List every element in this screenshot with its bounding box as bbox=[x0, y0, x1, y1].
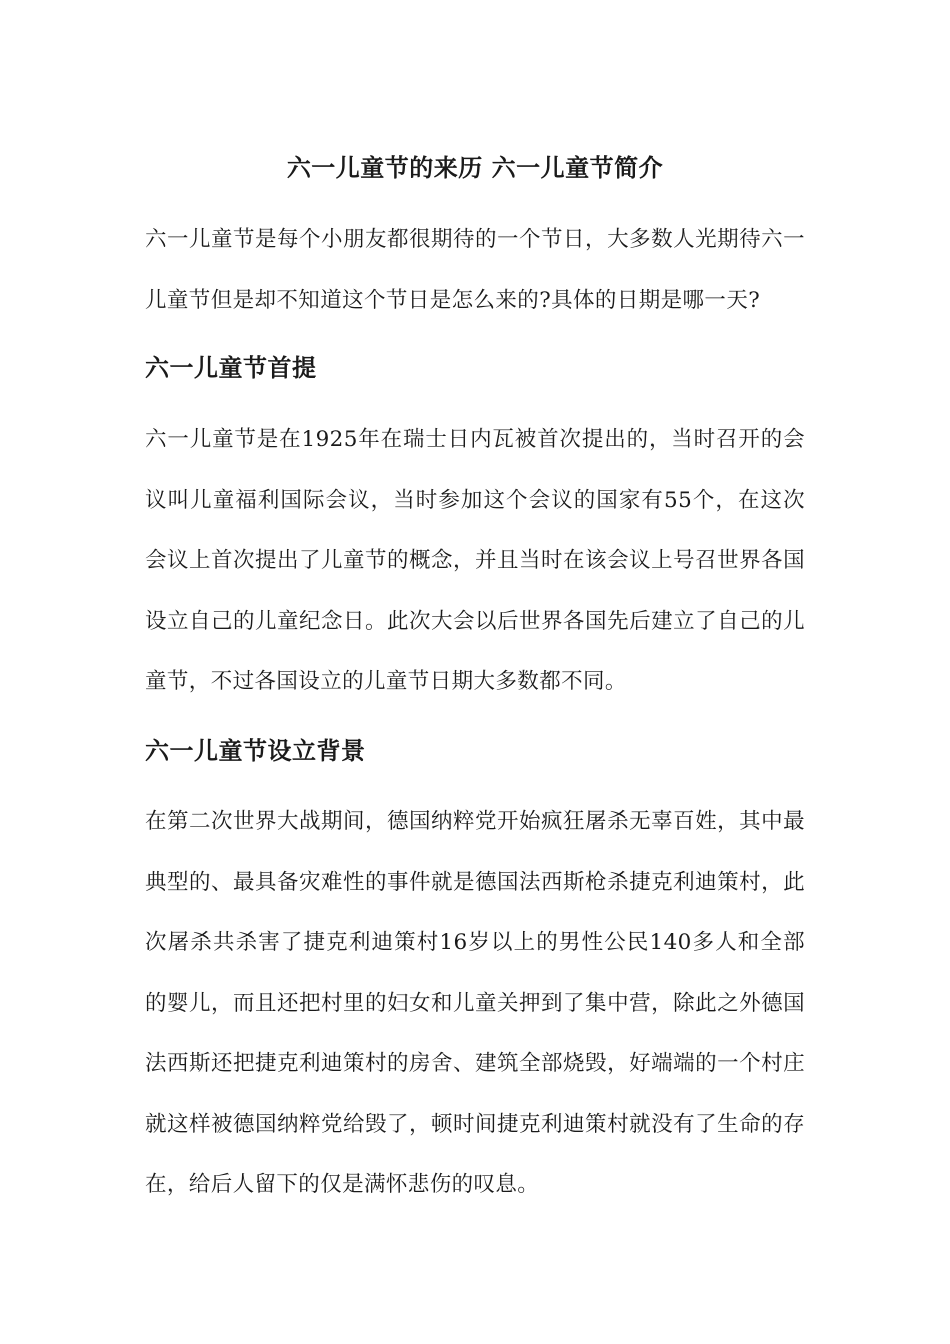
intro-paragraph: 六一儿童节是每个小朋友都很期待的一个节日，大多数人光期待六一儿童节但是却不知道这个节日是怎么来的?具体的日期是哪一天? bbox=[145, 227, 805, 313]
document-title: 六一儿童节的来历 六一儿童节简介 bbox=[286, 153, 664, 182]
section-heading-origin: 六一儿童节首提 bbox=[145, 353, 317, 382]
intro-section bbox=[145, 210, 805, 331]
section-paragraph-origin: 六一儿童节是在1925年在瑞士日内瓦被首次提出的，当时召开的会议叫儿童福利国际会议，当时参加这个会议的国家有55个，在这次会议上首次提出了儿童节的概念，并且当时在该会议上号召世界各国设立自己的儿童纪念日。此次大会以后世界各国先后建立了自己的儿童节，不过各国设立的儿童节日期大多数都不同。 bbox=[145, 427, 805, 694]
section-2-body-block bbox=[145, 792, 805, 1216]
section-1-heading-block bbox=[145, 350, 805, 386]
section-2-heading-block bbox=[145, 733, 805, 769]
section-heading-background: 六一儿童节设立背景 bbox=[145, 736, 366, 765]
section-paragraph-background: 在第二次世界大战期间，德国纳粹党开始疯狂屠杀无辜百姓，其中最典型的、最具备灾难性的事件就是德国法西斯枪杀捷克利迪策村，此次屠杀共杀害了捷克利迪策村16岁以上的男性公民140多人和全部的婴儿，而且还把村里的妇女和儿童关押到了集中营，除此之外德国法西斯还把捷克利迪策村的房舍、建筑全部烧毁，好端端的一个村庄就这样被德国纳粹党给毁了，顿时间捷克利迪策村就没有了生命的存在，给后人留下的仅是满怀悲伤的叹息。 bbox=[145, 809, 805, 1197]
section-1-body-block bbox=[145, 410, 805, 713]
